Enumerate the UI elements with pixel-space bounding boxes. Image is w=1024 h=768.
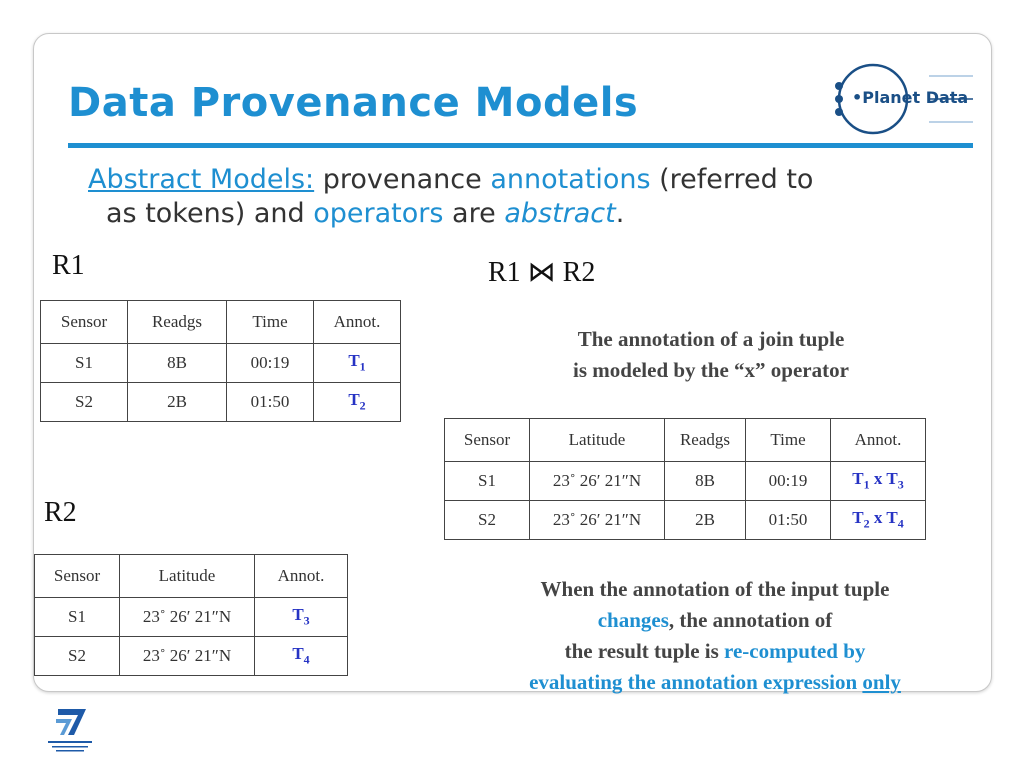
annot-cell: $T_2$	[314, 383, 401, 422]
header-cell: Annot.	[831, 419, 926, 462]
header-cell: Sensor	[445, 419, 530, 462]
annot-cell: $T_1$ x $T_3$	[831, 462, 926, 501]
table-row	[35, 598, 348, 637]
r1-label: R1	[52, 250, 85, 281]
table-header-row	[41, 301, 401, 344]
header-cell: Readgs	[665, 419, 746, 462]
cell: 00:19	[227, 344, 314, 383]
recompute-note: When the annotation of the input tuple changes, the annotation of the result tuple is re-computed by evaluating the annotation expression only	[529, 577, 901, 694]
table-row	[445, 501, 926, 540]
abstract-models-link: Abstract Models:	[88, 164, 315, 195]
r2-table	[34, 554, 348, 676]
cell: 23˚ 26′ 21″N	[120, 598, 255, 637]
table-header-row	[35, 555, 348, 598]
abstract-term: abstract	[504, 198, 616, 229]
join-label: R1 ⋈ R2	[488, 257, 596, 288]
cell: 01:50	[746, 501, 831, 540]
header-cell: Annot.	[255, 555, 348, 598]
header-cell: Time	[746, 419, 831, 462]
header-cell: Readgs	[128, 301, 227, 344]
header-cell: Latitude	[530, 419, 665, 462]
slide-title: Data Provenance Models	[68, 80, 639, 126]
cell: 23˚ 26′ 21″N	[530, 462, 665, 501]
cell: 23˚ 26′ 21″N	[530, 501, 665, 540]
logo-text: •Planet Data	[852, 88, 969, 107]
cell: 2B	[665, 501, 746, 540]
cell: S2	[445, 501, 530, 540]
cell: 8B	[665, 462, 746, 501]
annot-cell: $T_4$	[255, 637, 348, 676]
only-emphasis: only	[862, 670, 901, 694]
join-note: The annotation of a join tuple is modeled by the “x” operator	[573, 327, 849, 382]
table-row	[41, 344, 401, 383]
title-rule	[68, 143, 973, 148]
cell: 00:19	[746, 462, 831, 501]
header-cell: Sensor	[35, 555, 120, 598]
fp7-logo-icon	[42, 705, 98, 757]
header-cell: Latitude	[120, 555, 255, 598]
cell: 01:50	[227, 383, 314, 422]
table-row	[445, 462, 926, 501]
subtitle: Abstract Models: provenance annotations (referred to as tokens) and operators are abstract.	[88, 164, 814, 229]
table-header-row	[445, 419, 926, 462]
join-table	[444, 418, 926, 540]
r2-label: R2	[44, 497, 77, 528]
header-cell: Annot.	[314, 301, 401, 344]
cell: S1	[41, 344, 128, 383]
header-cell: Time	[227, 301, 314, 344]
operators-term: operators	[313, 198, 444, 229]
header-cell: Sensor	[41, 301, 128, 344]
r1-table	[40, 300, 401, 422]
annot-cell: $T_1$	[314, 344, 401, 383]
annotations-term: annotations	[490, 164, 651, 195]
cell: S1	[35, 598, 120, 637]
cell: S1	[445, 462, 530, 501]
cell: 2B	[128, 383, 227, 422]
annot-cell: $T_3$	[255, 598, 348, 637]
cell: 8B	[128, 344, 227, 383]
cell: 23˚ 26′ 21″N	[120, 637, 255, 676]
table-row	[35, 637, 348, 676]
cell: S2	[41, 383, 128, 422]
cell: S2	[35, 637, 120, 676]
annot-cell: $T_2$ x $T_4$	[831, 501, 926, 540]
table-row	[41, 383, 401, 422]
